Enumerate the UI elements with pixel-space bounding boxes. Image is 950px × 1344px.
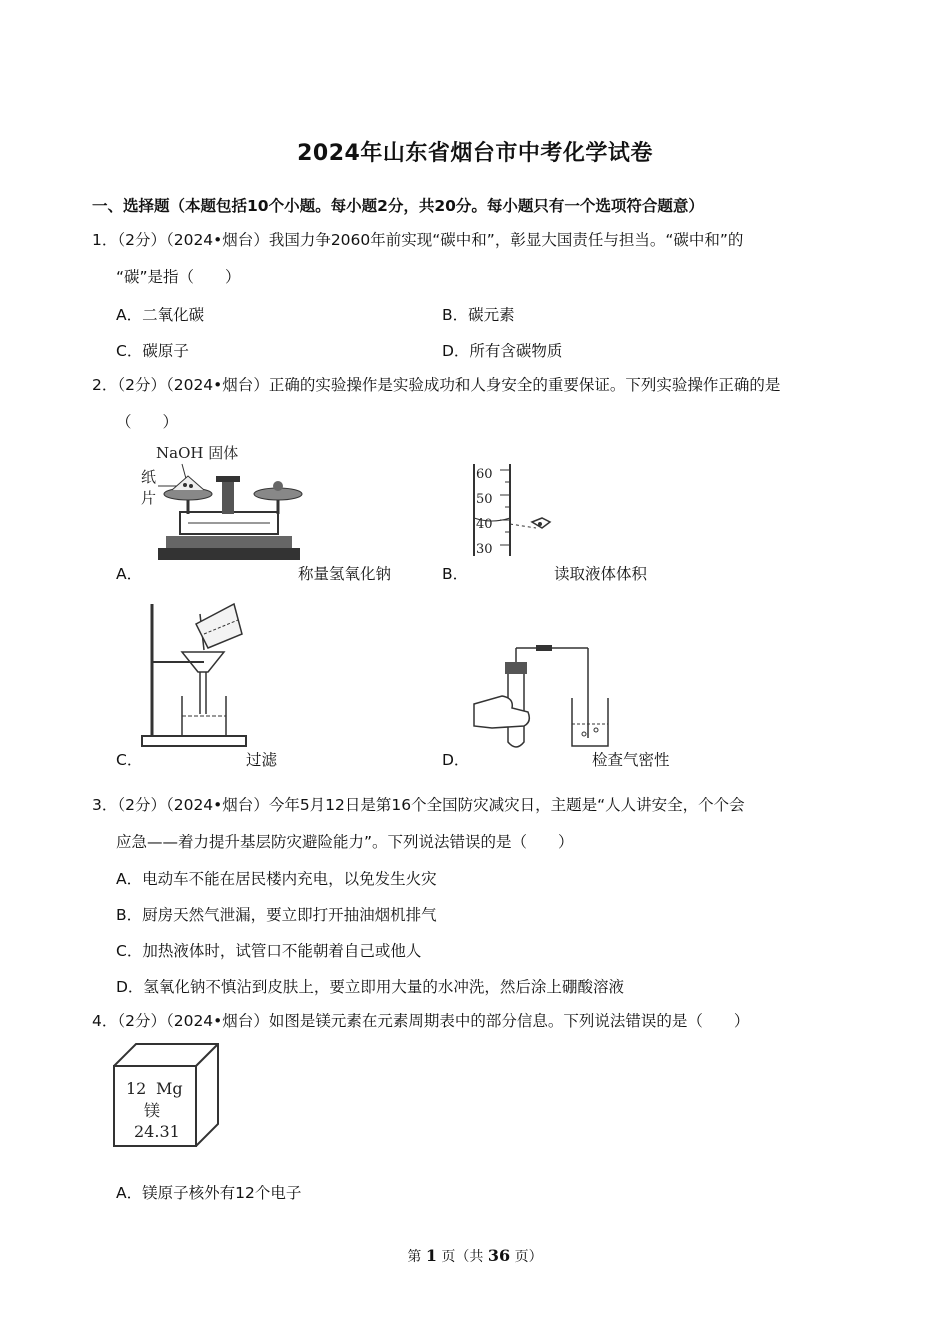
q3-option-c: C．加热液体时，试管口不能朝着自己或他人 [116, 942, 422, 960]
q2-option-c-label: C． [116, 751, 143, 769]
q2-option-a-label: A． [116, 565, 143, 583]
tick-label: 40 [476, 517, 493, 532]
footer-suffix: 页） [510, 1249, 543, 1265]
element-symbol: Mg [156, 1079, 183, 1098]
q3-stem-line1: 3．（2分）（2024•烟台）今年5月12日是第16个全国防灾减灾日，主题是“人人讲安全，个个会 [92, 796, 745, 814]
element-name: 镁 [144, 1101, 161, 1120]
footer-total-pages: 36 [487, 1246, 511, 1265]
paper-label-2: 片 [141, 489, 157, 507]
q2-option-b-label: B． [442, 565, 469, 583]
q1-option-b: B．碳元素 [442, 306, 515, 324]
q2-option-d-label: D． [442, 751, 470, 769]
q1-stem-line2: “碳”是指（ ） [116, 268, 241, 286]
q3-option-b: B．厨房天然气泄漏，要立即打开抽油烟机排气 [116, 906, 437, 924]
element-atomic-mass: 24.31 [134, 1122, 180, 1141]
tick-label: 60 [476, 467, 493, 482]
paper-label-1: 纸 [141, 468, 157, 486]
q1-option-c: C．碳原子 [116, 342, 189, 360]
q1-option-a: A．二氧化碳 [116, 306, 205, 324]
page-title: 2024年山东省烟台市中考化学试卷 [297, 141, 653, 166]
tick-label: 30 [476, 542, 493, 557]
filtration-figure [138, 604, 248, 752]
naoh-label: NaOH 固体 [156, 444, 239, 462]
element-atomic-number: 12 [126, 1079, 147, 1098]
tick-label: 50 [476, 492, 493, 507]
footer-prefix: 第 [407, 1249, 426, 1265]
footer-middle: 页（共 [436, 1249, 488, 1265]
graduated-cylinder-figure [470, 464, 560, 560]
airtightness-figure [472, 642, 622, 752]
hand-icon [474, 696, 529, 728]
q2-stem-line2: （ ） [116, 413, 179, 431]
q3-stem-line2: 应急——着力提升基层防灾避险能力”。下列说法错误的是（ ） [116, 833, 574, 851]
q2-option-d-caption: 检查气密性 [592, 751, 670, 769]
footer-page-number: 1 [425, 1246, 437, 1265]
balance-figure [138, 440, 308, 565]
page-footer [0, 1246, 950, 1266]
q4-option-a: A．镁原子核外有12个电子 [116, 1184, 302, 1202]
q2-option-c-caption: 过滤 [246, 751, 278, 769]
q2-option-a-caption: 称量氢氧化钠 [298, 565, 392, 583]
q3-option-d: D．氢氧化钠不慎沾到皮肤上，要立即用大量的水冲洗，然后涂上硼酸溶液 [116, 978, 624, 996]
element-tile-figure [110, 1042, 222, 1150]
q1-stem-line1: 1．（2分）（2024•烟台）我国力争2060年前实现“碳中和”，彰显大国责任与担当。“碳中和”的 [92, 231, 744, 249]
q3-option-a: A．电动车不能在居民楼内充电，以免发生火灾 [116, 870, 437, 888]
q2-stem-line1: 2．（2分）（2024•烟台）正确的实验操作是实验成功和人身安全的重要保证。下列实验操作正确的是 [92, 376, 781, 394]
q2-option-b-caption: 读取液体体积 [554, 565, 648, 583]
section-heading: 一、选择题（本题包括10个小题。每小题2分，共20分。每小题只有一个选项符合题意） [92, 197, 704, 215]
q4-stem-line1: 4．（2分）（2024•烟台）如图是镁元素在元素周期表中的部分信息。下列说法错误的是（ ） [92, 1012, 750, 1030]
q1-option-d: D．所有含碳物质 [442, 342, 563, 360]
